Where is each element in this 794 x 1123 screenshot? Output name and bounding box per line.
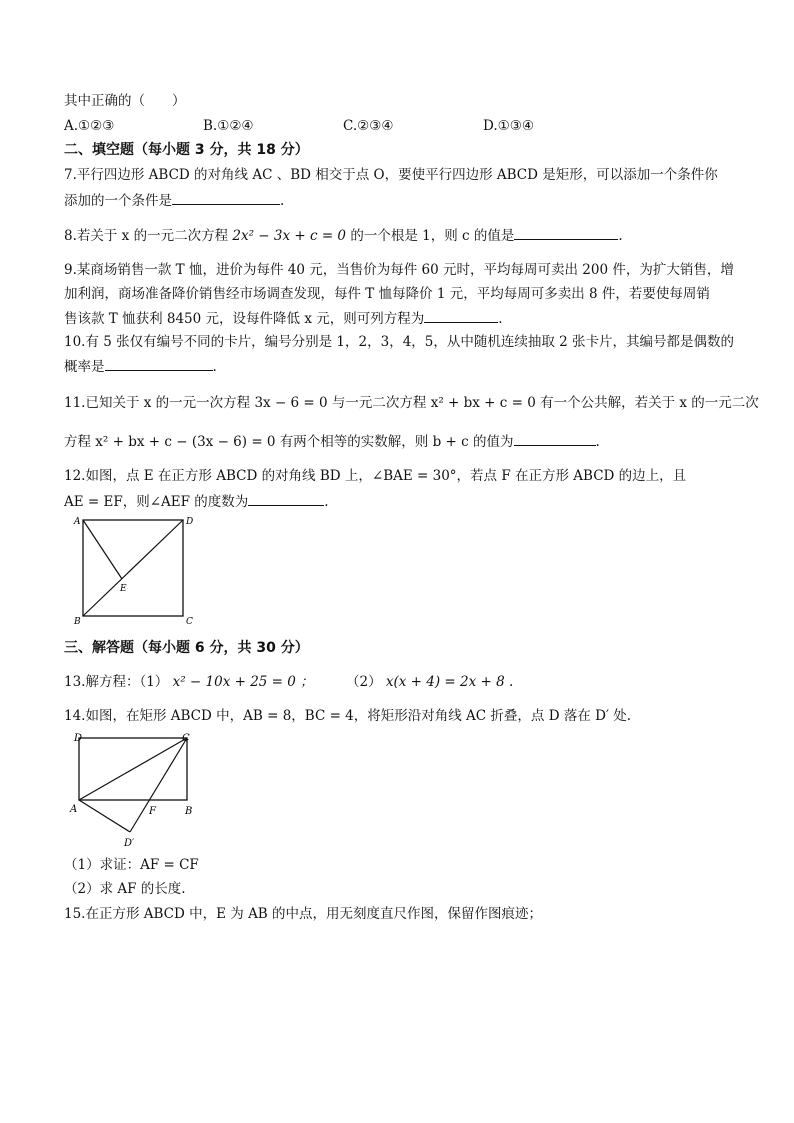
q11-line2: 方程 x² + bx + c − (3x − 6) = 0 有两个相等的实数解，则 b + c 的值为 . xyxy=(64,431,600,452)
q13-line xyxy=(64,672,314,692)
q14-line1: 14.如图，在矩形 ABCD 中，AB = 8，BC = 4，将矩形沿对角线 AC 折叠，点 D 落在 D′ 处. xyxy=(64,708,632,724)
q9-line2: 加利润，商场准备降价销售经市场调查发现，每件 T 恤每降价 1 元，平均每周可多卖出 8 件，若要使每周销 xyxy=(64,286,710,302)
q9-text: 售该款 T 恤获利 8450 元，设每件降低 x 元，则可列方程为 xyxy=(64,311,425,327)
label-b: B xyxy=(185,806,193,817)
q14-part2: （2）求 AF 的长度. xyxy=(64,881,186,897)
q10-text: 概率是 xyxy=(64,359,105,375)
q13-eq1: x² − 10x + 25 = 0 ； xyxy=(172,674,314,690)
q6-option-a: A.①②③ xyxy=(64,118,115,134)
q12-figure-square xyxy=(70,512,200,628)
answer-blank[interactable] xyxy=(105,356,213,371)
q8-prefix: 8.若关于 x 的一元二次方程 xyxy=(64,228,233,244)
q6-option-d: D.①③④ xyxy=(483,118,534,134)
answer-blank[interactable] xyxy=(514,225,618,240)
segment-cd-prime xyxy=(130,738,187,832)
q8-line: 8.若关于 x 的一元二次方程 2x² − 3x + c = 0 的一个根是 1，则 c 的值是 . xyxy=(64,225,623,246)
label-e: E xyxy=(120,584,127,594)
label-a: A xyxy=(70,804,78,815)
label-d: D xyxy=(186,517,194,527)
q9-line3: 售该款 T 恤获利 8450 元，设每件降低 x 元，则可列方程为 . xyxy=(64,308,503,329)
q12-line1: 12.如图，点 E 在正方形 ABCD 的对角线 BD 上，∠BAE = 30°，若点 F 在正方形 ABCD 的边上，且 xyxy=(64,468,687,484)
q7-text: 添加的一个条件是 xyxy=(64,193,172,209)
label-b: B xyxy=(74,617,81,627)
segment-ad-prime xyxy=(79,800,130,832)
q12-text: AE = EF，则∠AEF 的度数为 xyxy=(64,494,249,510)
section-3-title: 三、解答题（每小题 6 分，共 30 分） xyxy=(64,640,309,656)
q6-option-c: C.②③④ xyxy=(343,118,394,134)
diagonal-ac xyxy=(79,738,187,800)
q13-part2-label: （2） xyxy=(346,674,386,690)
diagonal-bd xyxy=(83,520,183,616)
q13-prefix: 13.解方程：（1） xyxy=(64,674,173,690)
q15-line1: 15.在正方形 ABCD 中，E 为 AB 的中点，用无刻度直尺作图，保留作图痕迹； xyxy=(64,906,543,922)
q7-line2: 添加的一个条件是 . xyxy=(64,190,284,211)
q11-line1: 11.已知关于 x 的一元一次方程 3x − 6 = 0 与一元二次方程 x² + bx + c = 0 有一个公共解，若关于 x 的一元二次 xyxy=(64,395,759,411)
q13-part2 xyxy=(346,672,513,692)
section-2-title: 二、填空题（每小题 3 分，共 18 分） xyxy=(64,142,309,158)
q11-text: 方程 x² + bx + c − (3x − 6) = 0 有两个相等的实数解，则 b + c 的值为 xyxy=(64,434,514,450)
label-d: D xyxy=(74,733,83,744)
q14-figure-rectangle xyxy=(68,728,208,853)
answer-blank[interactable] xyxy=(248,491,324,506)
answer-blank[interactable] xyxy=(172,190,280,205)
q12-line2: AE = EF，则∠AEF 的度数为 . xyxy=(64,491,329,512)
q9-line1: 9.某商场销售一款 T 恤，进价为每件 40 元，当售价为每件 60 元时，平均每周可卖出 200 件，为扩大销售，增 xyxy=(64,262,734,278)
q8-suffix: 的一个根是 1，则 c 的值是 xyxy=(346,228,515,244)
answer-blank[interactable] xyxy=(424,308,498,323)
label-c: C xyxy=(186,617,193,627)
segment-ae xyxy=(83,520,122,579)
q7-line1: 7.平行四边形 ABCD 的对角线 AC 、BD 相交于点 O，要使平行四边形 ABCD 是矩形，可以添加一个条件你 xyxy=(64,167,718,183)
label-a: A xyxy=(74,517,81,527)
q8-equation: 2x² − 3x + c = 0 xyxy=(232,228,347,244)
q6-stem: 其中正确的（ ） xyxy=(64,93,186,109)
label-f: F xyxy=(149,806,156,817)
label-c: C xyxy=(182,733,190,744)
answer-blank[interactable] xyxy=(514,431,596,446)
q10-line2: 概率是 . xyxy=(64,356,217,377)
q13-eq2: x(x + 4) = 2x + 8 . xyxy=(385,674,514,690)
q6-option-b: B.①②④ xyxy=(203,118,254,134)
label-d-prime: D′ xyxy=(124,838,135,849)
q14-part1: （1）求证：AF = CF xyxy=(64,857,199,873)
q10-line1: 10.有 5 张仅有编号不同的卡片，编号分别是 1，2，3，4，5，从中随机连续抽取 2 张卡片，其编号都是偶数的 xyxy=(64,334,735,350)
